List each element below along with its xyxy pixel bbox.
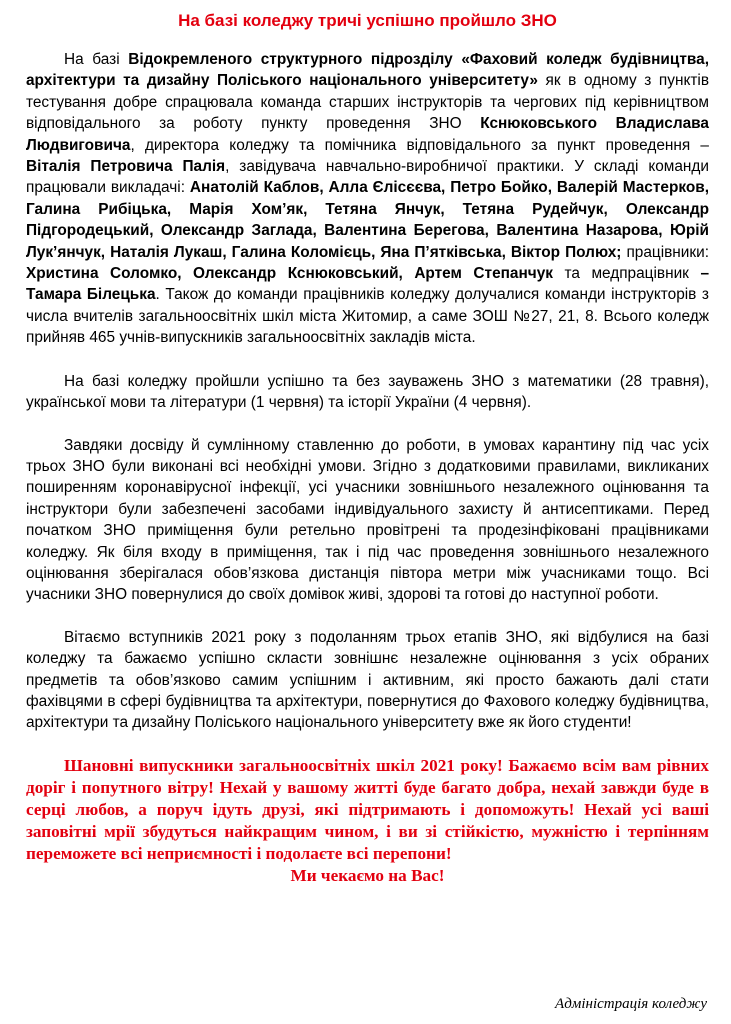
medic-name: – Тамара Білецька <box>26 265 709 304</box>
paragraph-congratulations: Вітаємо вступників 2021 року з подоланням трьох етапів ЗНО, які відбулися на базі коледжу та бажаємо успішно скласти зовнішнє незалежне оцінювання з усіх обраних предметів та обов’язково самим успішним і активним, які просто бажають далі стати фахівцями в сфері будівництва та архітектури, повернутися до Фахового коледжу будівництва, архітектури та дизайну Поліського національного університету вже як його студенти! <box>26 628 709 732</box>
text-run: , завідувача навчально-виробничої практики. У складі команди працювали викладачі: <box>26 158 710 197</box>
staff-list: Христина Соломко, Олександр Кснюковський, Артем Степанчук <box>26 265 553 283</box>
text-run: як в одному з пунктів тестування добре спрацювала команда старших інструкторів та чергових під керівництвом відповідального за роботу пункту проведення ЗНО <box>26 72 709 133</box>
closing-final-line: Ми чекаємо на Вас! <box>290 865 445 885</box>
text-run: та медпрацівник <box>552 265 701 283</box>
text-run: . Також до команди працівників коледжу долучалися команди інструкторів з числа вчителів загальноосвітніх шкіл міста Житомир, а саме ЗОШ №27, 21, 8. Всього коледж прийняв 465 учнів-випускників загальноосвітніх закладів міста. <box>26 286 709 347</box>
paragraph-team <box>26 49 709 349</box>
college-name: Відокремленого структурного підрозділу «Фаховий коледж будівництва, архітектури та дизайну Поліського національного університету» <box>26 51 709 90</box>
text-run: , директора коледжу та помічника відповідального за пункт проведення – <box>130 136 709 154</box>
closing-wishes: Шановні випускники загальноосвітніх шкіл 2021 року! Бажаємо всім вам рівних доріг і попутного вітру! Нехай у вашому житті буде багато добра, нехай завжди буде в серці любов, а поруч ідуть друзі, які підтримають і допоможуть! Нехай усі ваші заповітні мрії збудуться найкращим чином, і ви зі стійкістю, мужністю і терпінням переможете всі неприємності і подолаєте всі перепони! <box>26 755 709 863</box>
paragraph-safety: Завдяки досвіду й сумлінному ставленню до роботи, в умовах карантину під час усіх трьох ЗНО були виконані всі необхідні умови. Згідно з додатковими правилами, викликаних поширенням коронавірусної інфекції, усі учасники зовнішнього незалежного оцінювання та інструктори були забезпечені засобами індивідуального захисту й антисептиками. Перед початком ЗНО приміщення були ретельно провітрені та продезінфіковані працівниками коледжу. Як біля входу в приміщення, так і під час проведення зовнішнього незалежного оцінювання зберігалася обов’язкова дистанція півтора метри між учасниками тощо. Всі учасники ЗНО повернулися до своїх домівок живі, здорові та готові до наступної роботи. <box>26 436 709 604</box>
teachers-list: Анатолій Каблов, Алла Єлісєєва, Петро Бойко, Валерій Мастерков, Галина Рибіцька, Марія Хом’як, Тетяна Янчук, Тетяна Рудейчук, Олександр Підгородецький, Олександр Заглада, Валентина Берегова, Валентина Назарова, Юрій Лук’янчук, Наталія Лукаш, Галина Коломієць, Яна П’ятківська, Віктор Полюх; <box>26 179 710 261</box>
signature: Адміністрація коледжу <box>555 996 707 1012</box>
article-title: На базі коледжу тричі успішно пройшло ЗНО <box>178 11 557 30</box>
paragraph-exams: На базі коледжу пройшли успішно та без зауважень ЗНО з математики (28 травня), української мови та літератури (1 червня) та історії України (4 червня). <box>26 372 709 412</box>
responsible-person: Кснюковського Владислава Людвиговича <box>26 115 709 154</box>
text-run: На базі <box>64 51 129 68</box>
text-run: працівники: <box>621 243 710 261</box>
assistant-person: Віталія Петровича Палія <box>26 158 226 176</box>
